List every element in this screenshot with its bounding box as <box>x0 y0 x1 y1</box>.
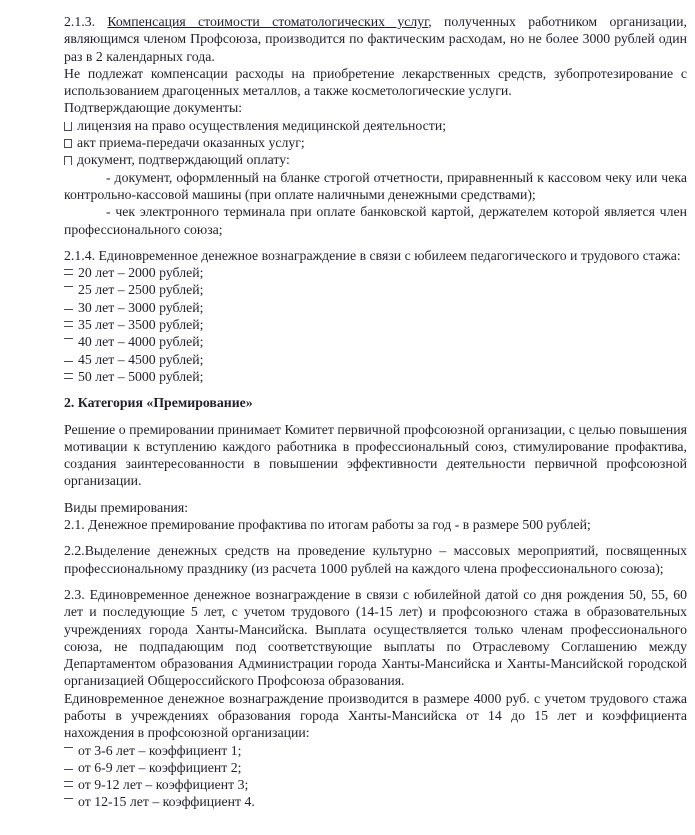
paragraph <box>64 169 687 204</box>
text-run: , полученных работником организации, являющимся членом Профсоюза, производится по фактическим расходам, но не более 3000 рублей один раз в 2 календарных года. <box>64 14 688 64</box>
text-run: Не подлежат компенсации расходы на приобретение лекарственных средств, зубопротезирование с использованием драгоценных металлов, а также косметологические услуги. <box>64 65 687 99</box>
text-run: 2.3. Единовременное денежное вознаграждение в связи с юбилейной датой со дня рождения 50, 55, 60 лет и последующие 5 лет, с учетом трудового (14-15 лет) и профсоюзного стажа в образовательных учреждениях города Ханты-Мансийска. Выплата осуществляется только членам профессионального союза, не подпадающим под соответствующие выплаты по Отраслевому Соглашению между Департаментом образования Администрации города Ханты-Мансийска и Ханты-Мансийской городской организацией Общероссийского Профсоюза образования. <box>64 586 687 689</box>
text-run: 2.1.4. Единовременное денежное вознаграждение в связи с юбилеем педагогического и трудового стажа: <box>64 247 681 263</box>
text-run: от 12-15 лет – коэффициент 4. <box>78 794 255 810</box>
dash-bullet-icon <box>64 338 73 344</box>
text-run: Решение о премировании принимает Комитет первичной профсоюзной организации, с целью повышения мотивации к вступлению каждого работника в профессиональный союз, стимулирование профактива, создания заинтересованности в повышении эффективности деятельности первичной профсоюзной организации. <box>64 421 687 489</box>
checkbox-icon <box>64 122 72 131</box>
list-item <box>64 351 687 368</box>
text-run: от 3-6 лет – коэффициент 1; <box>78 742 242 758</box>
text-run: 2.1. Денежное премирование профактива по итогам работы за год - в размере 500 рублей; <box>64 517 591 533</box>
list-item <box>64 134 687 151</box>
text-run: Подтверждающие документы: <box>64 100 243 116</box>
text-run: 50 лет – 5000 рублей; <box>78 368 204 384</box>
text-run: Виды премирования: <box>64 499 189 515</box>
dash-bullet-icon <box>64 321 73 327</box>
dash-bullet-icon <box>64 356 73 362</box>
dash-bullet-icon <box>64 304 73 310</box>
text-run: 45 лет – 4500 рублей; <box>78 351 204 367</box>
paragraph <box>64 690 687 742</box>
list-item <box>64 368 687 385</box>
paragraph <box>64 516 687 533</box>
paragraph <box>64 499 687 516</box>
paragraph <box>64 65 687 100</box>
text-run: от 9-12 лет – коэффициент 3; <box>78 777 249 793</box>
paragraph <box>64 203 687 238</box>
dash-bullet-icon <box>64 286 73 292</box>
list-item <box>64 151 687 168</box>
list-item <box>64 793 687 810</box>
list-item <box>64 776 687 793</box>
paragraph <box>64 586 687 690</box>
dash-bullet-icon <box>64 269 73 275</box>
list-item <box>64 742 687 759</box>
paragraph <box>64 421 687 490</box>
text-run: документ, подтверждающий оплату: <box>77 152 290 168</box>
dash-bullet-icon <box>64 373 73 379</box>
list-item <box>64 281 687 298</box>
checkbox-icon <box>64 139 72 148</box>
text-run: 25 лет – 2500 рублей; <box>78 282 204 298</box>
text-run: Единовременное денежное вознаграждение производится в размере 4000 руб. с учетом трудового стажа работы в учреждениях образования города Ханты-Мансийска от 14 до 15 лет и коэффициента нахождения в профсоюзной организации: <box>64 690 687 741</box>
dash-bullet-icon <box>64 764 73 770</box>
dash-bullet-icon <box>64 798 73 804</box>
text-run: 2.2.Выделение денежных средств на проведение культурно – массовых мероприятий, посвященных профессиональному празднику (из расчета 1000 рублей на каждого члена профессионального союза); <box>64 543 687 576</box>
text-run: лицензия на право осуществления медицинской деятельности; <box>77 117 447 133</box>
text-run: Компенсация стоимости стоматологических услуг <box>107 14 429 29</box>
paragraph <box>64 542 687 577</box>
text-run: от 6-9 лет – коэффициент 2; <box>78 759 242 775</box>
dash-bullet-icon <box>64 747 73 753</box>
text-run: 40 лет – 4000 рублей; <box>78 334 204 350</box>
dash-bullet-icon <box>64 781 73 787</box>
text-run: акт приема-передачи оказанных услуг; <box>77 135 305 151</box>
list-item <box>64 264 687 281</box>
text-run: 2.1.3. <box>64 14 108 29</box>
text-run: 20 лет – 2000 рублей; <box>78 265 204 281</box>
list-item <box>64 333 687 350</box>
text-run: - документ, оформленный на бланке строгой отчетности, приравненный к кассовом чеку или чека контрольно-кассовой машины (при оплате наличными денежными средствами); <box>64 169 687 202</box>
text-run: 30 лет – 3000 рублей; <box>78 299 204 315</box>
text-run: 2. Категория «Премирование» <box>64 395 253 411</box>
paragraph <box>64 99 687 116</box>
list-item <box>64 299 687 316</box>
text-run: - чек электронного терминала при оплате банковской картой, держателем которой является член профессионального союза; <box>64 204 687 237</box>
checkbox-icon <box>64 156 72 165</box>
list-item <box>64 117 687 134</box>
text-run: 35 лет – 3500 рублей; <box>78 317 204 333</box>
paragraph <box>64 13 687 65</box>
section-heading <box>64 394 687 411</box>
list-item <box>64 759 687 776</box>
list-item <box>64 316 687 333</box>
paragraph <box>64 247 687 264</box>
